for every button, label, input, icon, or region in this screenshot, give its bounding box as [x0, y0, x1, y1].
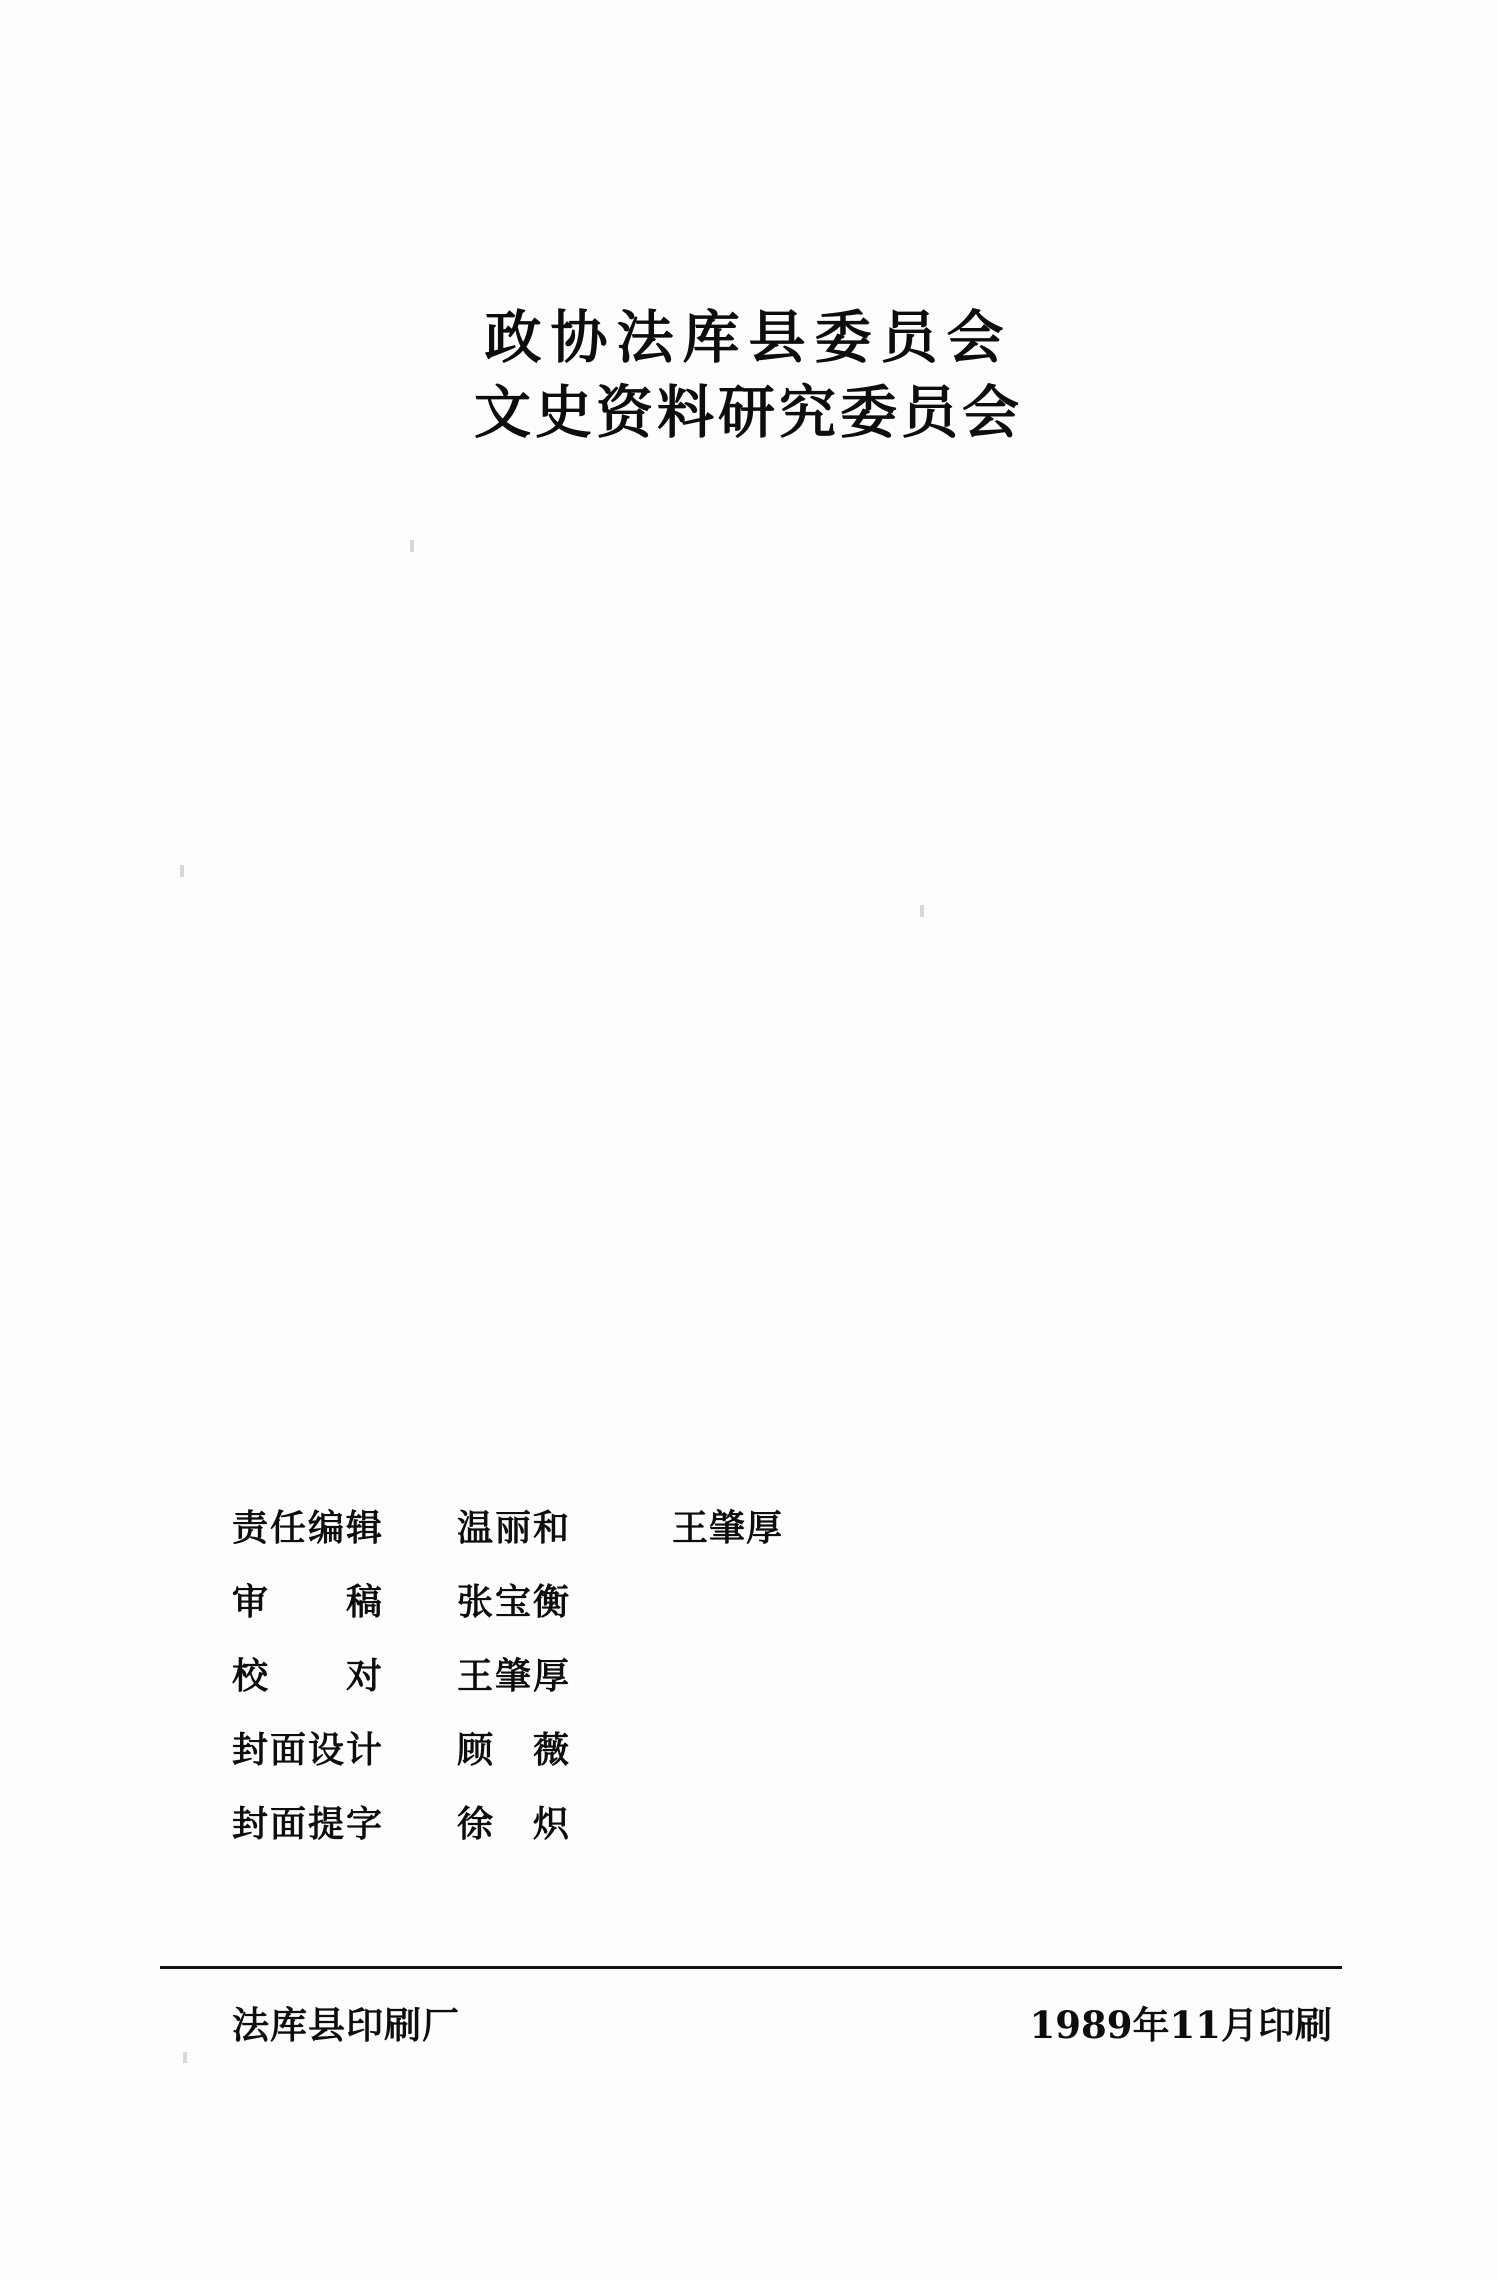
credit-name-cover-calligraphy: 徐 炽	[457, 1803, 572, 1845]
imprint-footer	[160, 1995, 1342, 2049]
credits-block	[232, 1500, 1132, 1870]
credit-row	[232, 1500, 1132, 1574]
credit-label-cover-design: 封面设计	[232, 1729, 385, 1771]
footer-divider	[160, 1966, 1342, 1969]
credit-row	[232, 1648, 1132, 1722]
credit-row	[232, 1722, 1132, 1796]
print-date: 1989年11月印刷	[1029, 2003, 1332, 2047]
credit-row	[232, 1796, 1132, 1870]
scan-speck	[920, 905, 924, 917]
masthead-line-2: 文史资料研究委员会	[474, 379, 1023, 447]
credit-name-proofreader: 王肇厚	[457, 1655, 572, 1697]
credit-name-cover-design: 顾 薇	[457, 1729, 572, 1771]
publisher-masthead	[0, 300, 1497, 450]
credit-label-reviewer: 审 稿	[232, 1581, 385, 1623]
scan-speck	[410, 540, 414, 552]
scan-speck	[183, 2052, 187, 2063]
masthead-line-1: 政协法库县委员会	[484, 304, 1013, 371]
scan-speck	[180, 865, 184, 877]
credit-label-editor: 责任编辑	[232, 1507, 385, 1549]
printer-name: 法库县印刷厂	[232, 2003, 460, 2047]
credit-label-cover-calligraphy: 封面提字	[232, 1803, 385, 1845]
credit-name-editor-secondary: 王肇厚	[672, 1507, 784, 1549]
credit-name-reviewer: 张宝衡	[457, 1581, 572, 1623]
credit-name-editor: 温丽和	[457, 1507, 572, 1549]
credit-label-proofreader: 校 对	[232, 1655, 385, 1697]
credit-row	[232, 1574, 1132, 1648]
